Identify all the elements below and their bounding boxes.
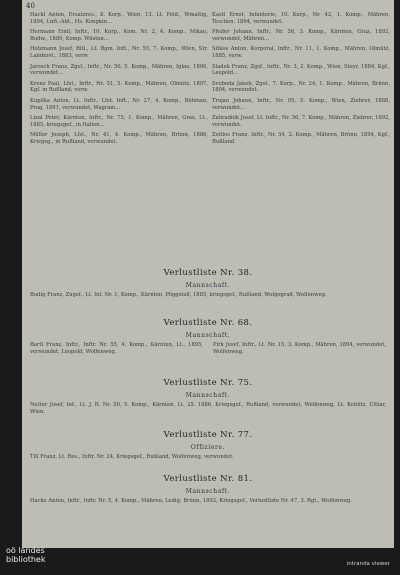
list-entry: Zahradnik Josef, Lt. Inftr., Nr. 50, 7. Komp., Mähren, Ziehrer, 1892, verwundet. [212, 115, 390, 128]
section-title: Verlustliste Nr. 81. [163, 474, 253, 484]
right-column [212, 12, 390, 150]
list-entry: Hackl Anton, Ersatzres., 8. Korp., Wien, 13. Lt. Feld., Wmaltig, 1894, Lnft.-Abt., Hs. Kongkin... [30, 12, 208, 25]
section-title: Verlustliste Nr. 38. [163, 268, 253, 278]
left-column [30, 12, 208, 150]
section-subtitle: Mannschaft. [185, 488, 231, 495]
list-entry: Krenz Paul, Lfst., Inftr., Nr. 51, 5. Komp., Mähren, Olmütz, 1897, Kgf. in Rußland, verw. [30, 80, 208, 94]
loss-list-section [30, 430, 386, 461]
loss-list-section [30, 378, 386, 415]
list-entry: Müller Joseph, Lfst., Nr. 41, 4. Komp., Mähren, Brünn, 1886, Kriegsg., in Rußland, verwundet. [30, 132, 208, 145]
section-text-left: Bartl Franz, Inftr., Inftr. Nr. 55, 4. Komp., Kärnten, Lt., 1895, verwundet, Leopold, Wolfenweg. [30, 342, 203, 355]
list-entry: Sitkos Anton, Korporal, Inftr., Nr. 11, 1. Komp., Mähren, Olmütz, 1885, verw. [212, 46, 390, 59]
page-number: 40 [26, 2, 35, 10]
section-text: Till Franz, Lt. Res., Inftr. Nr. 24, Kriegsgef., Rußland, Wolfenweg, verwundet. [30, 454, 234, 460]
logo-line-1: oö landes [6, 546, 45, 555]
two-column-text [30, 342, 386, 355]
scanned-page [22, 0, 394, 548]
section-subtitle: Mannschaft. [185, 332, 231, 339]
viewer-credit: intranda viewer [346, 561, 390, 567]
section-text: Netter Josef, Inf., Lt. J. R. Nr. 50, 5. Komp., Kärnten, Lt. 25. 1886, Kriegsgef., Rußland, verwundet, Wolfenweg, Lt. Kohlitz, Cittar, Wien. [30, 402, 386, 415]
list-entry: Pfeifer Johann, Inftr., Nr. 56, 3. Komp., Kärnten, Graz, 1892, verwundet, Mähren... [212, 29, 390, 42]
section-text: Hacke Anton, Inftr., Inftr. Nr. 5, 4. Komp., Mähren, Ledig, Brünn, 1892, Kriegsgef., Verlustliste Nr. 47, 3. Rgt., Wolfenweg. [30, 498, 352, 504]
list-entry: Hermann Emil, Inftr., 10. Korp., Kom. Nr. 2, 4. Komp., Mikau, Budw., 1889, Komp. Wüsten... [30, 29, 208, 42]
section-title: Verlustliste Nr. 75. [163, 378, 253, 388]
list-entry: Holzmann Josef, Ritl., Lt. Bgm. Inft., Nr. 55, 7. Komp., Wien, Str. Landerst., 1883, verw. [30, 46, 208, 59]
logo-line-2: bibliothek [6, 555, 46, 564]
list-entry: Trojan Johann, Inftr., Nr. 95, 5. Komp., Wien, Ziehrer, 1888, verwundet... [212, 97, 390, 111]
library-logo [6, 546, 45, 564]
list-entry: Zeitlos Franz, Inftr., Nr. 54, 2. Komp., Mähren, Brünn, 1894, Kgf., Rußland. [212, 132, 390, 145]
list-entry: Svoboda Jakob, Zgsf., 7. Korp., Nr. 24, 1. Komp., Mähren, Brünn, 1894, verwundet. [212, 80, 390, 94]
section-subtitle: Mannschaft. [185, 392, 231, 399]
list-entry: Sladek Franz, Zgsf., Inftr., Nr. 3, 2. Komp., Wien, Steyr, 1884, Kgf., Leopold... [212, 63, 390, 77]
list-entry: Kupilka Anton, Lt. Inftr., Lfst. Inft., Nr. 27, 4. Komp., Böhmen, Prag, 1891, verwundet, Wagram... [30, 97, 208, 111]
loss-list-section [30, 474, 386, 505]
loss-list-section [30, 268, 386, 299]
list-entry: Kastl Ernst, Infanterie, 10. Korp., Nr. 42, 1. Komp., Mähren, Teschen, 1894, verwundet. [212, 12, 390, 25]
section-title: Verlustliste Nr. 68. [163, 318, 253, 328]
list-entry: Lizal Peter, Kärnten, Inftr., Nr. 75, 1. Komp., Mähren, Graz, Lt., 1885, kriegsgef., in Italien... [30, 115, 208, 128]
section-text-right: Pirk Josef, Inftr., Lt. Nr. 15, 3. Komp., Mähren, 1894, verwundet, Wolfenweg. [213, 342, 386, 355]
section-text: Budig Franz, Zugsf., Lt. Inf. Nr. 1, Komp., Kärnten, Pöggstall, 1885, kriegsgef., Rußland, Wolgograd, Wolfenweg. [30, 292, 327, 298]
section-subtitle: Offiziere. [190, 444, 226, 451]
section-subtitle: Mannschaft. [185, 282, 231, 289]
list-entry: Jarosch Franz, Zgsf., Inftr., Nr. 56, 5. Komp., Mähren, Iglau, 1890, verwundet... [30, 63, 208, 77]
section-title: Verlustliste Nr. 77. [163, 430, 253, 440]
loss-list-section [30, 318, 386, 355]
